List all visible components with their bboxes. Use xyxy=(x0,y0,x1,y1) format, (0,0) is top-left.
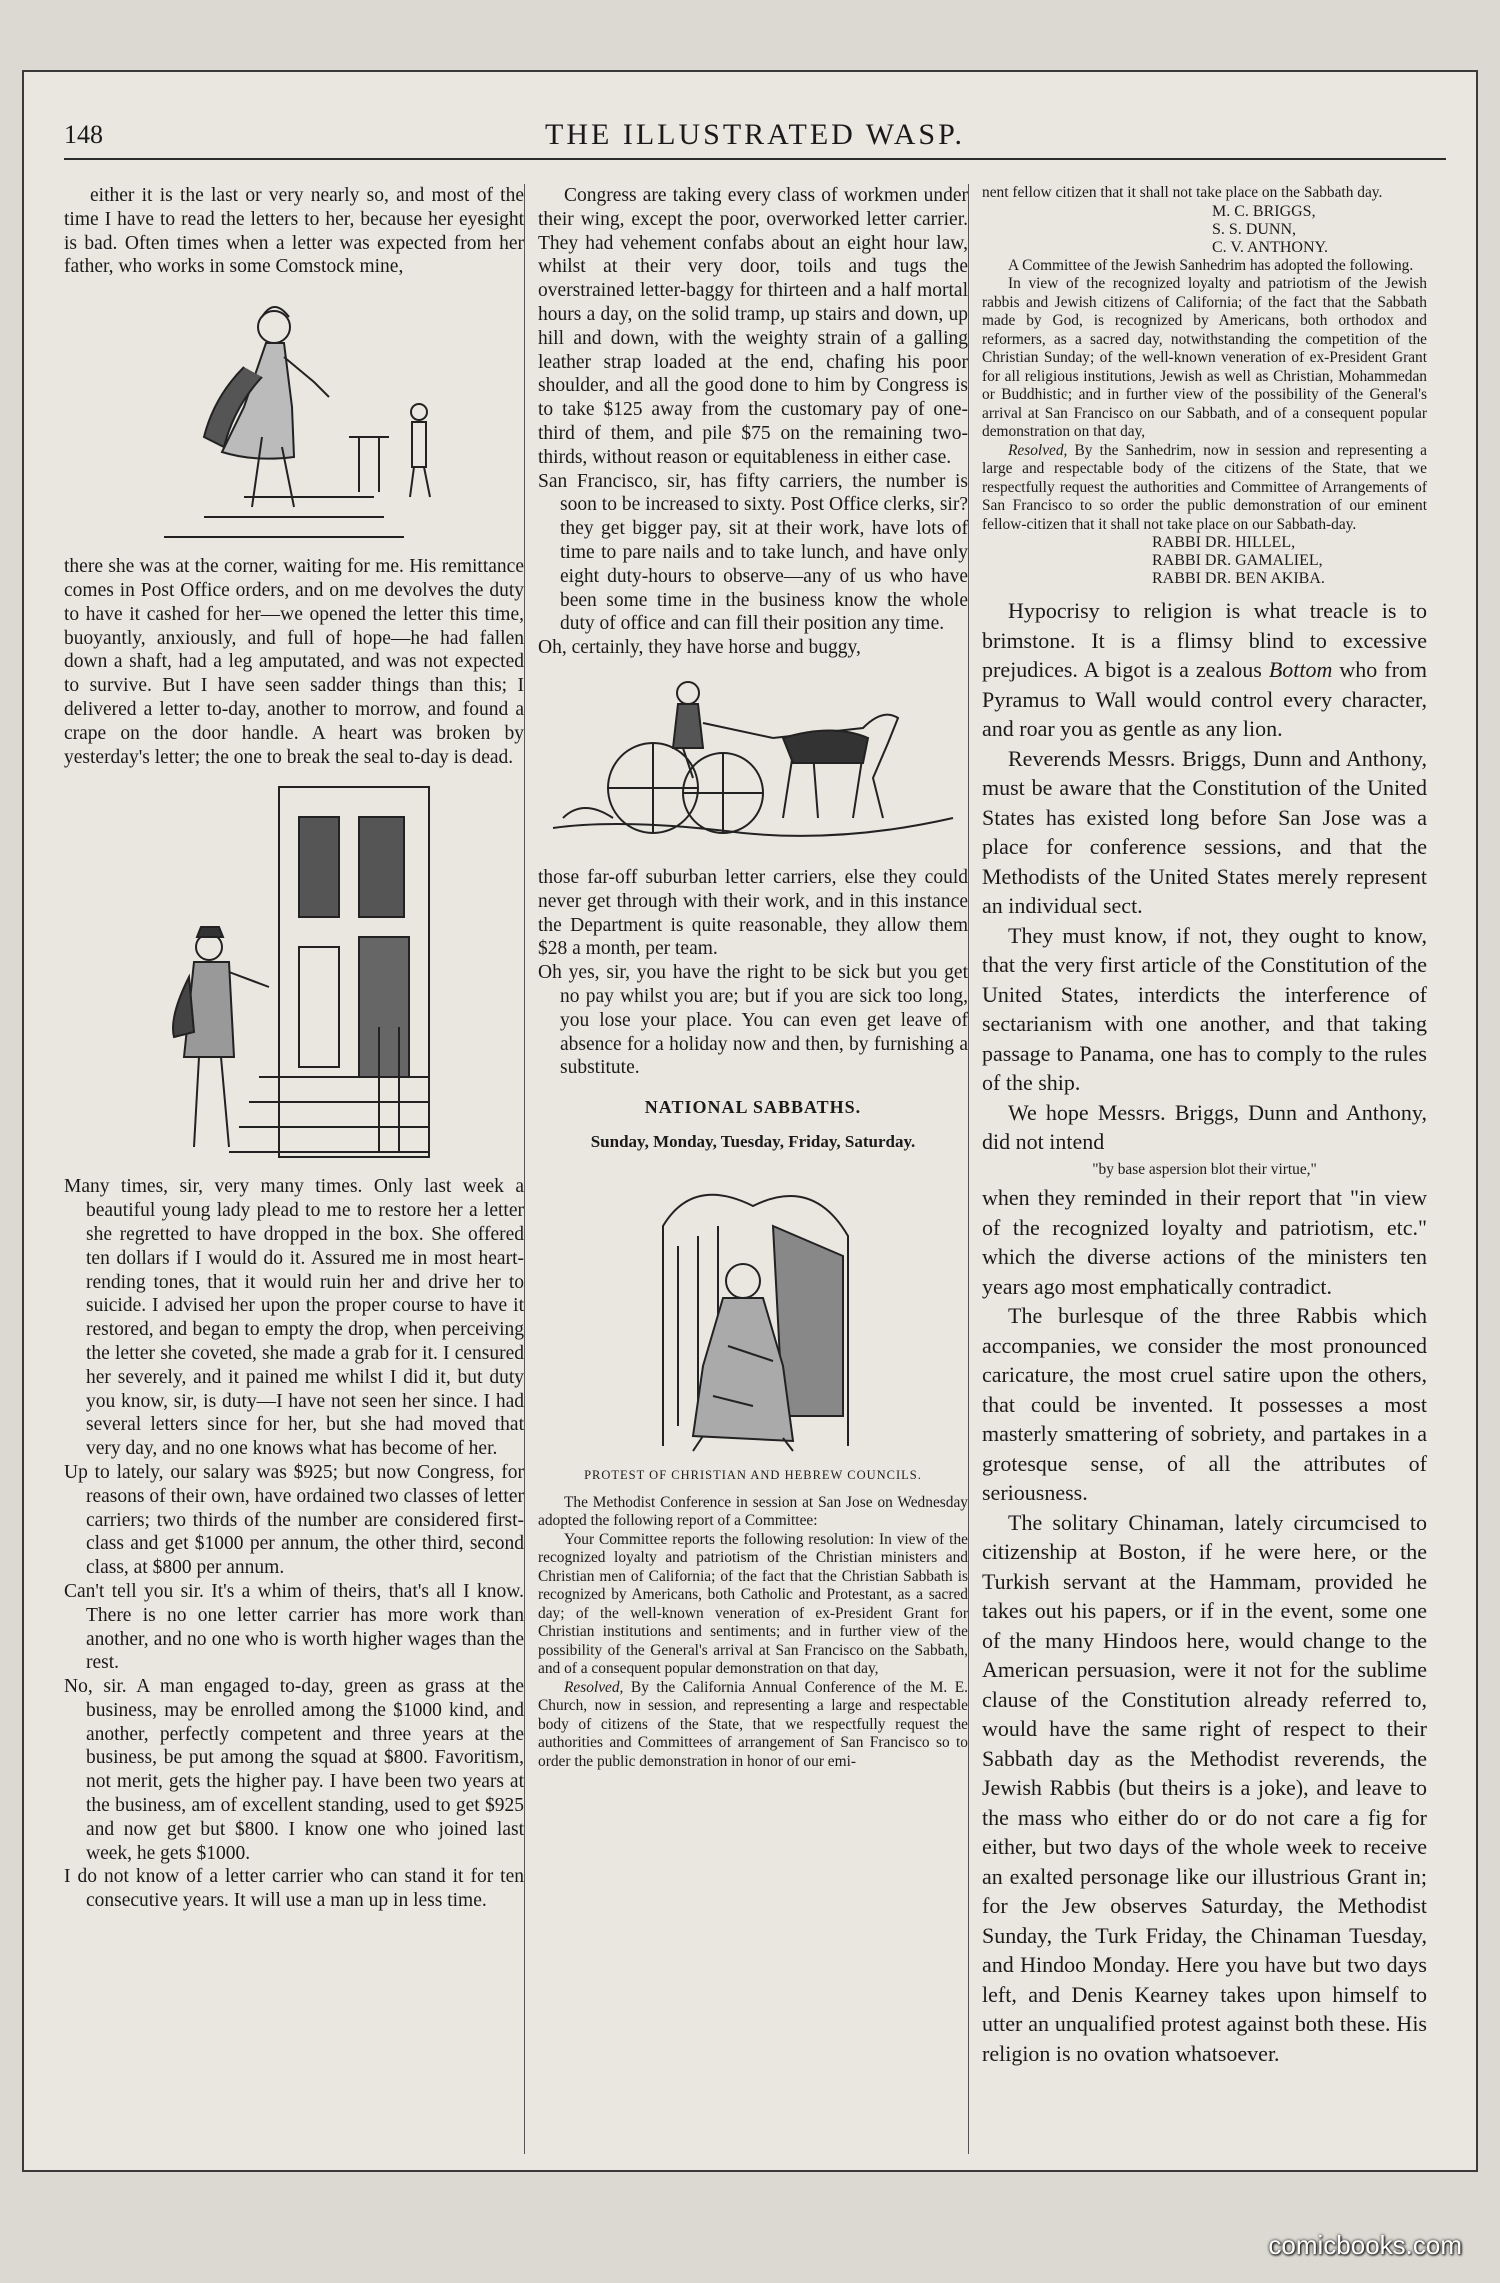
paragraph: Congress are taking every class of workmen under their wing, except the poor, overworked letter carrier. They had vehement confabs about an eight hour law, whilst at their very door, toils and tugs the overstrained letter-baggy for thirteen and a half mortal hours a day, on the solid tramp, up stairs and down, up hill and down, with the weighty strain of a galling leather strap loaded at the end, chafing his poor shoulder, and all the good done to him by Congress is to take $125 away from the customary pay of one-third of them, and pile $75 on the remaining two-thirds, without reason or equitableness in either case. xyxy=(538,185,968,468)
masthead: THE ILLUSTRATED WASP. xyxy=(545,118,965,151)
girl-running-illustration xyxy=(144,287,444,547)
paragraph: Oh yes, sir, you have the right to be sick but you get no pay whilst you are; but if you are sick too long, you lose your place. You can even get leave of absence for a holiday now and then, by furnishing a substitute. xyxy=(538,962,968,1079)
column-3 xyxy=(968,184,1427,2068)
paragraph: I do not know of a letter carrier who can stand it for ten consecutive years. It will use a man up in less time. xyxy=(64,1866,524,1912)
page-number: 148 xyxy=(64,120,103,149)
paragraph: In view of the recognized loyalty and patriotism of the Jewish rabbis and Jewish citizens of California; of the fact that the Sabbath made by God, is recognized by Americans, both orthodox and reformers, as a sacred day, notwithstanding the competition of the Christian Sunday; of the well-known veneration of ex-President Grant for all religious institutions, Jewish as well as Christian, Mohammedan or Buddhistic; and in further view of the possibility of the General's arrival at San Francisco on our Sabbath, and of a consequent popular demonstration on that day, xyxy=(982,275,1427,440)
paragraph: there she was at the corner, waiting for me. His remittance comes in Post Office orders, and on me devolves the duty to have it cashed for her—we opened the letter this time, buoyantly, anxiously, and full of hope—he had fallen down a shaft, had a leg amputated, and was not expected to survive. But I have seen sadder things than this; I delivered a letter to-day, another to morrow, and found a crape on the door handle. A heart was broken by yesterday's letter; the one to break the seal to-day is dead. xyxy=(64,556,524,768)
paragraph: nent fellow citizen that it shall not take place on the Sabbath day. xyxy=(982,184,1383,201)
paragraph xyxy=(538,1679,968,1772)
signature: M. C. BRIGGS, xyxy=(1212,202,1316,220)
resolved-label: Resolved, xyxy=(1008,441,1068,459)
paragraph: The Methodist Conference in session at San Jose on Wednesday adopted the following report of a Committee: xyxy=(538,1493,968,1529)
paragraph: A Committee of the Jewish Sanhedrim has adopted the following. xyxy=(1008,256,1414,274)
paragraph: We hope Messrs. Briggs, Dunn and Anthony, did not intend xyxy=(982,1099,1427,1154)
watermark: comicbooks.com xyxy=(1268,2230,1462,2260)
paragraph xyxy=(982,596,1427,744)
signature: RABBI DR. BEN AKIBA. xyxy=(1152,570,1325,587)
resolved-text: By the Sanhedrim, now in session and representing a large and respectable body of the citizens of the State, that we respectfully request the authorities and Committee of Arrangements of San Francisco to so order the public demonstration of our eminent fellow-citizen that it shall not take place on our Sabbath-day. xyxy=(982,441,1427,533)
section-heading: NATIONAL SABBATHS. xyxy=(644,1097,862,1118)
paragraph: those far-off suburban letter carriers, else they could never get through with their work, and in this instance the Department is quite reasonable, they allow them $28 a month, per team. xyxy=(538,866,968,960)
paragraph: either it is the last or very nearly so, and most of the time I have to read the letters to her, because her eyesight is bad. Often times when a letter was expected from her father, who works in some Comstock mine, xyxy=(64,185,524,278)
section-subheading: Sunday, Monday, Tuesday, Friday, Saturday. xyxy=(590,1131,916,1151)
text-run: who from Pyramus to Wall would control every character, and roar you as gentle as any lion. xyxy=(982,657,1428,741)
newspaper-page xyxy=(22,70,1478,2172)
signature: RABBI DR. GAMALIEL, xyxy=(1152,552,1323,569)
column-1 xyxy=(64,184,524,1913)
editorial-body xyxy=(982,596,1427,2068)
paragraph: Reverends Messrs. Briggs, Dunn and Anthony, must be aware that the Constitution of the United States has existed long before San Jose was a place for conference sessions, and that the Methodists of the United States merely represent an individual sect. xyxy=(982,745,1427,918)
text-run: Hypocrisy to religion is what treacle is to brimstone. It is a flimsy blind to excessive prejudices. A bigot is a zealous xyxy=(982,598,1427,682)
paragraph: They must know, if not, they ought to know, that the very first article of the Constitution of the United States, interdicts the interference of sectarianism with one another, and that taking passage to Panama, one has to comply to the rules of the ship. xyxy=(982,922,1427,1095)
paragraph: Your Committee reports the following resolution: In view of the recognized loyalty and patriotism of the Christian ministers and Christian men of California; of the fact that the Christian Sabbath is recognized by Americans, both Catholic and Protestant, as a sacred day; of the well-known veneration of ex-President Grant for Christian institutions and sentiments; and in further view of the possibility of the General's arrival at San Francisco on the Sabbath, and of a consequent popular demonstration on that day, xyxy=(538,1530,968,1677)
column-2 xyxy=(524,184,968,1771)
paragraph: San Francisco, sir, has fifty carriers, the number is soon to be increased to sixty. Post Office clerks, sir? they get bigger pay, sit at their work, have lots of time to pare nails and to take lunch, and have only eight duty-hours to observe—any of us who have been some time in the business know the whole duty of office and can fill their position any time. xyxy=(538,470,968,635)
text-run: Bottom xyxy=(1268,657,1333,682)
signature: S. S. DUNN, xyxy=(1212,220,1297,238)
horse-buggy-illustration xyxy=(543,668,963,858)
resolved-text: By the California Annual Conference of the M. E. Church, now in session, and representing a large and respectable body of citizens of the State, that we respectfully request the authorities and Committees of arrangement of San Francisco so to order the public demonstration in honor of our emi- xyxy=(538,1678,968,1770)
paragraph: Many times, sir, very many times. Only last week a beautiful young lady plead to me to restore her a letter she regretted to have dropped in the box. She offered ten dollars if I would do it. Assured me in most heart-rending tones, that it would ruin her and drive her to suicide. I advised her upon the proper course to have it restored, and began to empty the drop, when perceiving the letter she coveted, she made a grab for it. I censured her severely, and it pained me whilst I did it, but duty you know, sir, is duty—I have not seen her since. I had several letters since for her, but she had moved that very day, and no one knows what has become of her. xyxy=(64,1176,524,1460)
seated-monk-illustration xyxy=(633,1166,873,1456)
paragraph: No, sir. A man engaged to-day, green as grass at the business, may be enrolled among the $1000 kind, and another, perfectly competent and three years at the business, be put among the squad at $800. Favoritism, not merit, gets the higher pay. I have been two years at the business, am of excellent standing, used to get $925 and now get but $800. I know one who joined last week, he gets $1000. xyxy=(64,1676,524,1864)
letter-carrier-doorway-illustration xyxy=(149,777,439,1167)
paragraph xyxy=(982,442,1427,535)
running-head xyxy=(64,112,1446,160)
paragraph: Up to lately, our salary was $925; but now Congress, for reasons of their own, have ordained two classes of letter carriers; two thirds of the number are considered first-class and get $1000 per annum, the other third, second class, at $800 per annum. xyxy=(64,1461,524,1579)
paragraph: Can't tell you sir. It's a whim of theirs, that's all I know. There is no one letter carrier has more work than another, and no one who is worth higher wages than the rest. xyxy=(64,1580,524,1674)
quotation: "by base aspersion blot their virtue," xyxy=(1092,1160,1317,1178)
paragraph: when they reminded in their report that "in view of the recognized loyalty and patriotism, etc." which the diverse actions of the ministers ten years ago most emphatically contradict. xyxy=(982,1185,1427,1299)
signature: RABBI DR. HILLEL, xyxy=(1152,534,1296,551)
resolved-label: Resolved, xyxy=(564,1678,624,1696)
paragraph: The solitary Chinaman, lately circumcised to citizenship at Boston, if he were here, or the Turkish servant at the Hammam, provided he takes out his papers, or if in the event, some one of the many Hindoos here, would change to the American persuasion, were it not for the sublime clause of the Constitution already referred to, would have the same right of respect to their Sabbath day as the Methodist reverends, the Jewish Rabbis (but theirs is a joke), and leave to the mass who either do or do not care a fig for either, but two days of the whole week to receive an exalted personage like our illustrious Grant in; for the Jew observes Saturday, the Methodist Sunday, the Turk Friday, the Chinaman Tuesday, and Hindoo Monday. Here you have but two days left, and Denis Kearney takes upon himself to utter an unqualified protest against both these. His religion is no ovation whatsoever. xyxy=(982,1509,1427,2066)
illustration-caption: PROTEST OF CHRISTIAN AND HEBREW COUNCILS. xyxy=(584,1467,922,1482)
paragraph: Oh, certainly, they have horse and buggy, xyxy=(538,637,861,659)
signature: C. V. ANTHONY. xyxy=(1212,238,1329,256)
paragraph: The burlesque of the three Rabbis which accompanies, we consider the most pronounced caricature, the most cruel satire upon the others, that could be invented. It possesses a most masterly smattering of sobriety, and partakes in a grotesque sense, of all the attributes of seriousness. xyxy=(982,1303,1427,1505)
